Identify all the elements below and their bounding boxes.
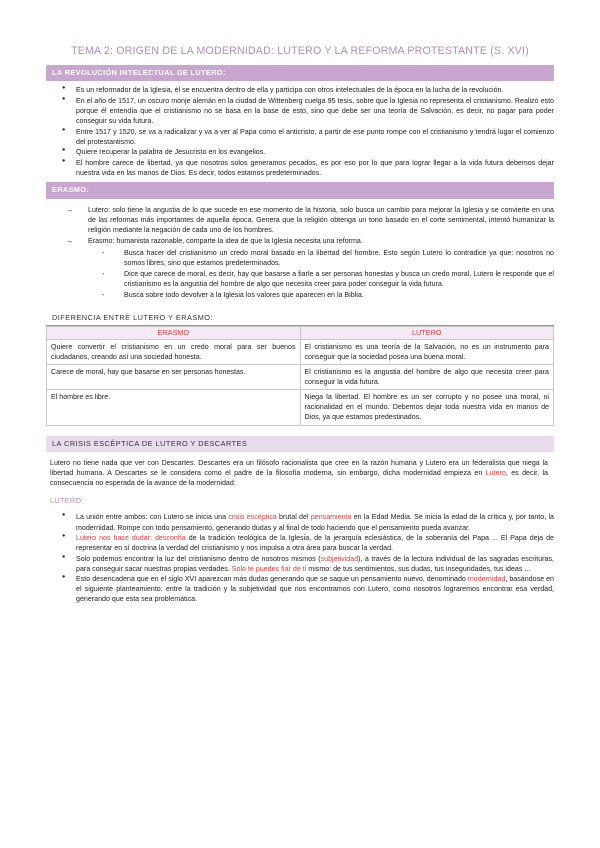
list-item	[76, 512, 554, 532]
highlight-text: crisis escéptica	[228, 513, 277, 522]
lutero-bullet-list	[46, 508, 554, 609]
highlight-text: Lutero	[485, 468, 506, 477]
paragraph-text: Lutero no tiene nada que ver con Descartes. Descartes era un filósofo racionalista que cree en la razón humana y Lutero era un federalista que niega la libertad humana. A Descartes se le considera como el padre de la filosofía moderna, sin embargo, dicha modernidad empieza en	[50, 458, 548, 477]
list-text: brutal del	[276, 513, 311, 522]
list-item: ● El hombre carece de libertad, ya que nosotros solos generamos pecados, es por eso por lo que para lograr llegar a la vida futura debemos dejar nuestra vida en las manos de Dios. Es decir, todos estamos predeterminados.	[76, 158, 554, 178]
arrow-right-icon: →	[66, 205, 74, 214]
highlight-text: pensamiento	[310, 513, 352, 522]
column-header-lutero: LUTERO	[300, 326, 554, 339]
table-cell: El cristianismo es una teoría de la Salvación, no es un instrumento para conseguir que la sociedad posea una buena moral.	[300, 340, 554, 365]
highlight-text: Lutero nos hace dudar: desconfía	[76, 534, 186, 543]
lutero-subheading: LUTERO:	[50, 496, 84, 506]
highlight-text: Solo te puedes fiar de ti	[231, 564, 307, 573]
arrow-right-icon: →	[66, 237, 74, 245]
section-header-revolucion: LA REVOLUCIÓN INTELECTUAL DE LUTERO:	[46, 65, 554, 81]
table-cell: El hombre es libre.	[47, 390, 301, 425]
table-cell: El cristianismo es la angustia del hombre de algo que necesita creer para conseguir la vida futura.	[300, 365, 554, 390]
list-item	[76, 574, 554, 604]
list-item	[76, 554, 554, 574]
list-item: ● En el año de 1517, un oscuro monje alemán en la ciudad de Wittenberg cuelga 95 tesis, sobre que la Iglesia no representa el cristianismo. Realizó esto porque él entendía que el cristianismo no se basa en la base de esto, sino que debe ser una teoría de Salvación, es decir, no pagar para poder conseguir su vida futura.	[76, 96, 554, 126]
section-header-crisis: LA CRISIS ESCÉPTICA DE LUTERO Y DESCARTES	[46, 436, 554, 452]
table-cell: Quiere convertir el cristianismo en un credo moral para ser buenos ciudadanos, creando así una sociedad honesta.	[47, 340, 301, 365]
list-item-text: Lutero: solo tiene la angustia de lo que sucede en ese momento de la historia, solo busca un cambio para mejorar la Iglesia y se convierte en una de las reformas más importantes de aquella época. Genera que la religión obtenga un tono basado en el corte sentimental, intentó humanizar la religión mediante la negación de cada uno de los hombres.	[88, 205, 554, 234]
highlight-text: modernidad	[467, 575, 506, 584]
list-item: - Busca sobre todo devolver a la Iglesia los valores que aparecen en la Biblia.	[124, 290, 554, 300]
document-title: TEMA 2: ORIGEN DE LA MODERNIDAD: LUTERO Y LA REFORMA PROTESTANTE (S. XVI)	[71, 45, 529, 57]
list-item: - Busca hacer del cristianismo un credo moral basado en la libertad del hombre. Esto según Lutero lo contradice ya que: nosotros no somos libres, sino que estamos predeterminados.	[124, 248, 554, 268]
paragraph-text: , es decir, la consecuencia no esperada de la avance de la modernidad.	[50, 468, 548, 488]
table-row	[47, 390, 554, 425]
list-item: ● Entre 1517 y 1520, se va a radicalizar y va a ver al Papa como el anticristo, a partir de ese punto rompe con el cristianismo y tendrá lugar el comienzo del protestantismo.	[76, 127, 554, 147]
section-header-erasmo: ERASMO:	[46, 182, 554, 198]
list-item	[66, 205, 554, 235]
table-row	[47, 340, 554, 365]
list-text: Solo podemos encontrar la luz del cristianismo dentro de nosotros mismos (	[76, 554, 321, 563]
list-text: ), a través de la lectura individual de las sagradas escrituras, para conseguir sacar nuestras propias verdades.	[76, 554, 554, 573]
list-item: - Dice que carece de moral, es decir, hay que basarse a fiarle a ser personas honestas y busca un credo moral. Lutero le responde que el cristianismo es la angustia del hombre de algo que necesita creer para poder conseguir la vida futura.	[124, 269, 554, 289]
highlight-text: subjetividad	[320, 554, 359, 563]
list-item	[66, 236, 554, 300]
table-cell: Niega la libertad. El hombre es un ser corrupto y no posee una moral, ni racionalidad en el mundo. Debemos dejar toda nuestra vida en manos de Dios, ya que estamos predestinados.	[300, 390, 554, 425]
comparison-table	[46, 326, 554, 426]
table-cell: Carece de moral, hay que basarse en ser personas honestas.	[47, 365, 301, 390]
column-header-erasmo: ERASMO	[47, 326, 301, 339]
list-text: en la Edad Media. Se inicia la edad de la crítica y, por tanto, la modernidad. Rompe con todo pensamiento, generando dudas y al final de todo haciendo que el pensamiento pueda avanzar.	[76, 513, 554, 532]
list-text: Esto desencadena que en el siglo XVI aparezcan más dudas generando que se saque un pensamiento nuevo, denominado	[76, 575, 468, 584]
list-text: mismo: de tus sentimientos, sus dudas, tus inseguridades, tus ideas ...	[306, 564, 531, 573]
section-header-diferencia: DIFERENCIA ENTRE LUTERO Y ERASMO:	[46, 311, 554, 325]
list-item-text: Erasmo: humanista razonable, comparte la idea de que la Iglesia necesita una reforma.	[88, 237, 363, 245]
list-item: ● Quiere recuperar la palabra de Jesucristo en los evangelios.	[76, 147, 554, 157]
erasmo-sub-list	[88, 246, 554, 300]
table-row	[47, 365, 554, 390]
list-text: , basándose en el siguiente planteamiento: entre la tradición y la subjetividad que nos encontramos con Lutero, como nosotros lograremos encontrar esa verdad, generando que esta sea problemática.	[76, 575, 554, 604]
list-text: de la tradición teológica de la Iglesia, de la jerarquía eclesiástica, de la soberanía del Papa ... El Papa deja de representar en sí doctrina la verdad del cristianismo y nos impulsa a otra área para buscar la verdad.	[76, 534, 555, 553]
crisis-paragraph	[46, 452, 554, 488]
list-item	[76, 533, 554, 553]
erasmo-arrow-list	[46, 199, 554, 306]
list-text: La unión entre ambos: con Lutero se inicia una	[76, 513, 229, 522]
list-item: ● Es un reformador de la Iglesia, él se encuentra dentro de ella y participa con otros intelectuales de la época en la lucha de la revolución.	[76, 85, 554, 95]
revolucion-bullet-list	[46, 81, 554, 182]
